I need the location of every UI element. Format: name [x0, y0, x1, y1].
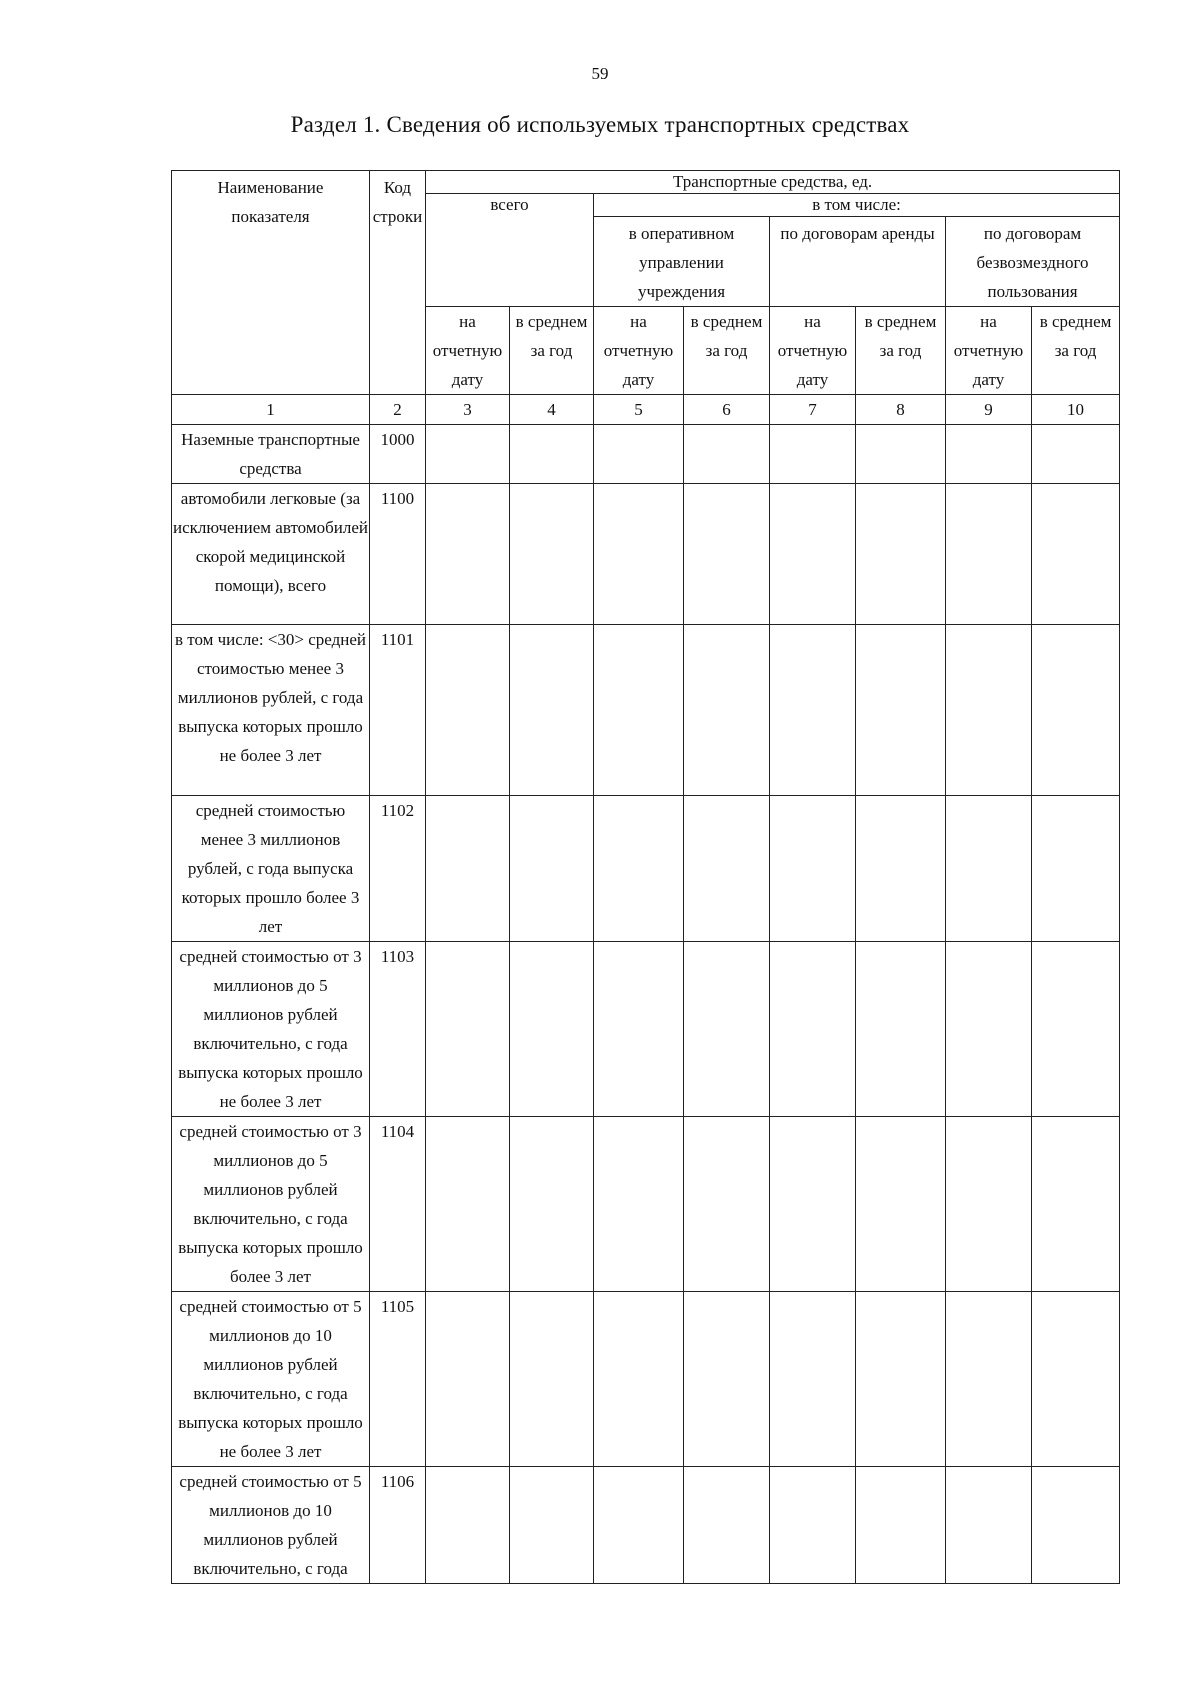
data-cell[interactable] [1032, 425, 1120, 484]
data-cell[interactable] [510, 625, 594, 796]
table-row [172, 1467, 1120, 1584]
row-code: 1102 [370, 796, 426, 942]
data-cell[interactable] [510, 484, 594, 625]
data-cell[interactable] [856, 942, 946, 1117]
row-code: 1103 [370, 942, 426, 1117]
data-cell[interactable] [1032, 1292, 1120, 1467]
header-col6-avg-year: в среднем за год [684, 307, 770, 395]
row-code: 1101 [370, 625, 426, 796]
data-cell[interactable] [594, 942, 684, 1117]
row-name: средней стоимостью от 3 миллионов до 5 миллионов рублей включительно, с года выпуска которых прошло более 3 лет [172, 1117, 370, 1292]
data-cell[interactable] [510, 796, 594, 942]
data-cell[interactable] [856, 796, 946, 942]
table-row [172, 1292, 1120, 1467]
header-vehicles-group: Транспортные средства, ед. [426, 171, 1120, 194]
data-cell[interactable] [426, 942, 510, 1117]
data-cell[interactable] [946, 1467, 1032, 1584]
vehicles-table [171, 170, 1120, 1584]
data-cell[interactable] [946, 425, 1032, 484]
row-name: в том числе: <30> средней стоимостью менее 3 миллионов рублей, с года выпуска которых прошло не более 3 лет [172, 625, 370, 796]
row-code: 1105 [370, 1292, 426, 1467]
data-cell[interactable] [770, 942, 856, 1117]
row-name: средней стоимостью от 5 миллионов до 10 миллионов рублей включительно, с года выпуска которых прошло не более 3 лет [172, 1292, 370, 1467]
row-name: Наземные транспортные средства [172, 425, 370, 484]
column-number: 10 [1032, 395, 1120, 425]
header-free-use: по договорам безвозмездного пользования [946, 217, 1120, 307]
data-cell[interactable] [1032, 1467, 1120, 1584]
data-cell[interactable] [770, 796, 856, 942]
data-cell[interactable] [770, 1467, 856, 1584]
data-cell[interactable] [426, 1467, 510, 1584]
data-cell[interactable] [594, 484, 684, 625]
data-cell[interactable] [856, 1467, 946, 1584]
data-cell[interactable] [946, 1117, 1032, 1292]
table-row [172, 425, 1120, 484]
data-cell[interactable] [684, 625, 770, 796]
row-code: 1000 [370, 425, 426, 484]
data-cell[interactable] [770, 625, 856, 796]
data-cell[interactable] [770, 1117, 856, 1292]
data-cell[interactable] [510, 1292, 594, 1467]
row-name: автомобили легковые (за исключением автомобилей скорой медицинской помощи), всего [172, 484, 370, 625]
data-cell[interactable] [1032, 1117, 1120, 1292]
table-body [172, 425, 1120, 1584]
data-cell[interactable] [684, 425, 770, 484]
data-cell[interactable] [1032, 942, 1120, 1117]
header-code: Код строки [370, 171, 426, 395]
table-row [172, 484, 1120, 625]
header-operational: в оперативном управлении учреждения [594, 217, 770, 307]
data-cell[interactable] [594, 796, 684, 942]
column-number: 5 [594, 395, 684, 425]
header-col10-avg-year: в среднем за год [1032, 307, 1120, 395]
header-row-1 [172, 171, 1120, 194]
data-cell[interactable] [946, 484, 1032, 625]
data-cell[interactable] [856, 625, 946, 796]
data-cell[interactable] [684, 1117, 770, 1292]
data-cell[interactable] [594, 625, 684, 796]
data-cell[interactable] [510, 1467, 594, 1584]
data-cell[interactable] [684, 942, 770, 1117]
header-lease: по договорам аренды [770, 217, 946, 307]
data-cell[interactable] [856, 1292, 946, 1467]
header-col8-avg-year: в среднем за год [856, 307, 946, 395]
column-number: 7 [770, 395, 856, 425]
data-cell[interactable] [1032, 796, 1120, 942]
data-cell[interactable] [1032, 625, 1120, 796]
data-cell[interactable] [946, 942, 1032, 1117]
table-row [172, 1117, 1120, 1292]
data-cell[interactable] [770, 1292, 856, 1467]
data-cell[interactable] [510, 942, 594, 1117]
data-cell[interactable] [426, 1292, 510, 1467]
data-cell[interactable] [426, 1117, 510, 1292]
column-number-row [172, 395, 1120, 425]
section-title: Раздел 1. Сведения об используемых транспортных средствах [290, 112, 910, 137]
data-cell[interactable] [946, 625, 1032, 796]
column-number: 6 [684, 395, 770, 425]
header-name: Наименование показателя [172, 171, 370, 395]
column-number: 8 [856, 395, 946, 425]
column-number: 1 [172, 395, 370, 425]
table-row [172, 625, 1120, 796]
header-col4-avg-year: в среднем за год [510, 307, 594, 395]
data-cell[interactable] [1032, 484, 1120, 625]
data-cell[interactable] [426, 425, 510, 484]
data-cell[interactable] [770, 425, 856, 484]
data-cell[interactable] [946, 1292, 1032, 1467]
data-cell[interactable] [594, 1117, 684, 1292]
column-number: 4 [510, 395, 594, 425]
data-cell[interactable] [684, 796, 770, 942]
data-cell[interactable] [594, 1467, 684, 1584]
header-col9-on-date: на отчетную дату [946, 307, 1032, 395]
data-cell[interactable] [684, 484, 770, 625]
header-col3-on-date: на отчетную дату [426, 307, 510, 395]
data-cell[interactable] [856, 484, 946, 625]
data-cell[interactable] [510, 1117, 594, 1292]
column-number: 2 [370, 395, 426, 425]
column-number: 3 [426, 395, 510, 425]
header-col7-on-date: на отчетную дату [770, 307, 856, 395]
header-including: в том числе: [594, 194, 1120, 217]
data-cell[interactable] [684, 1467, 770, 1584]
page-number: 59 [591, 64, 609, 83]
data-cell[interactable] [426, 484, 510, 625]
row-code: 1100 [370, 484, 426, 625]
data-cell[interactable] [594, 1292, 684, 1467]
row-name: средней стоимостью от 3 миллионов до 5 миллионов рублей включительно, с года выпуска которых прошло не более 3 лет [172, 942, 370, 1117]
header-col5-on-date: на отчетную дату [594, 307, 684, 395]
row-code: 1104 [370, 1117, 426, 1292]
data-cell[interactable] [426, 625, 510, 796]
column-number: 9 [946, 395, 1032, 425]
table-row [172, 942, 1120, 1117]
row-name: средней стоимостью менее 3 миллионов рублей, с года выпуска которых прошло более 3 лет [172, 796, 370, 942]
row-code: 1106 [370, 1467, 426, 1584]
data-cell[interactable] [946, 796, 1032, 942]
data-cell[interactable] [856, 425, 946, 484]
data-cell[interactable] [510, 425, 594, 484]
data-cell[interactable] [594, 425, 684, 484]
data-cell[interactable] [684, 1292, 770, 1467]
header-total: всего [426, 194, 594, 307]
table-row [172, 796, 1120, 942]
data-cell[interactable] [426, 796, 510, 942]
data-cell[interactable] [770, 484, 856, 625]
data-cell[interactable] [856, 1117, 946, 1292]
row-name: средней стоимостью от 5 миллионов до 10 миллионов рублей включительно, с года [172, 1467, 370, 1584]
